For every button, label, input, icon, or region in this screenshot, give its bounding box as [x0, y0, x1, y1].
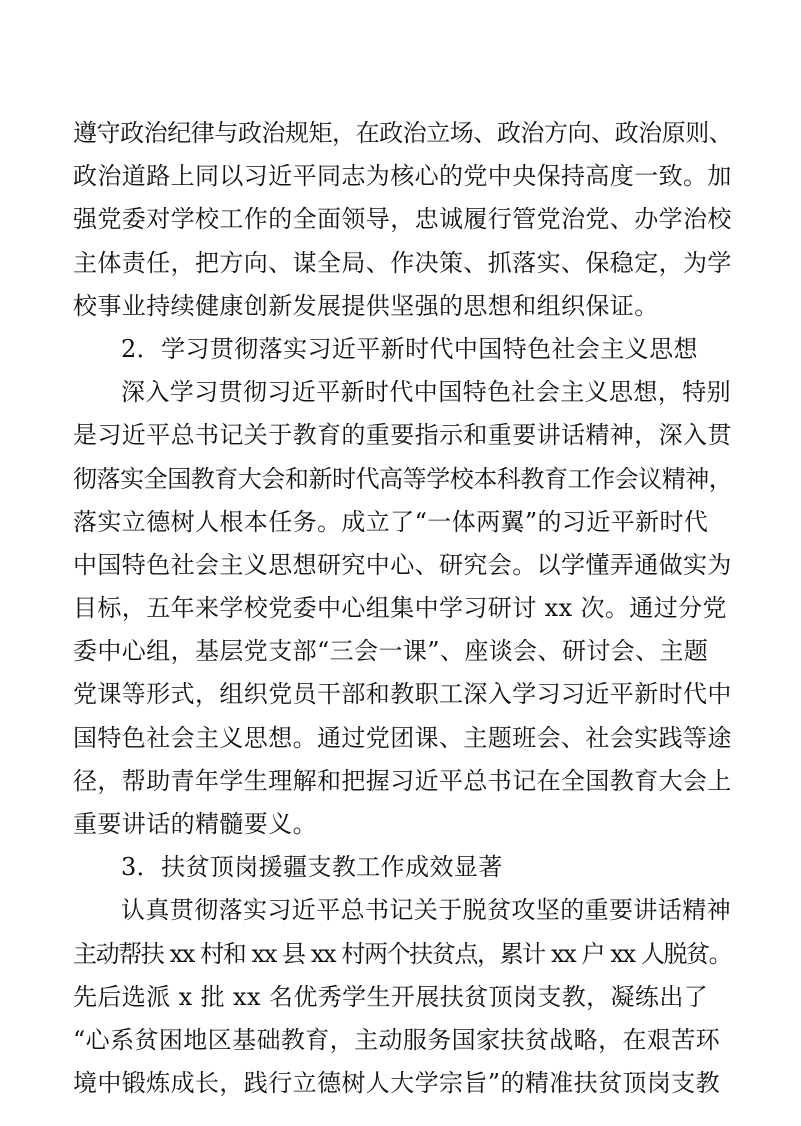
text-line: 中国特色社会主义思想研究中心、研究会。以学懂弄通做实为	[73, 550, 732, 579]
text-line: 目标，五年来学校党委中心组集中学习研讨 xx 次。通过分党	[73, 594, 727, 623]
text-line: 是习近平总书记关于教育的重要指示和重要讲话精神，深入贯	[73, 421, 732, 450]
text-line: 落实立德树人根本任务。成立了“一体两翼”的习近平新时代	[73, 507, 709, 536]
text-line: 遵守政治纪律与政治规矩，在政治立场、政治方向、政治原则、	[73, 119, 733, 147]
text-line: 先后选派 x 批 xx 名优秀学生开展扶贫顶岗支教，凝练出了	[73, 982, 709, 1011]
text-line: 重要讲话的精髓要义。	[73, 810, 317, 838]
text-line: 强党委对学校工作的全面领导，忠诚履行管党治党、办学治校	[73, 205, 732, 234]
text-line: 认真贯彻落实习近平总书记关于脱贫攻坚的重要讲话精神	[121, 896, 731, 925]
text-line: 政治道路上同以习近平同志为核心的党中央保持高度一致。加	[73, 162, 732, 191]
text-line: 径，帮助青年学生理解和把握习近平总书记在全国教育大会上	[73, 766, 732, 795]
text-line: 主体责任，把方向、谋全局、作决策、抓落实、保稳定，为学	[73, 248, 732, 277]
text-line: 党课等形式，组织党员干部和教职工深入学习习近平新时代中	[73, 680, 732, 709]
text-line: 3．扶贫顶岗援疆支教工作成效显著	[121, 853, 503, 882]
document-body	[73, 112, 733, 1105]
text-line: 境中锻炼成长，践行立德树人大学宗旨”的精准扶贫顶岗支教	[73, 1069, 721, 1098]
text-line: 校事业持续健康创新发展提供坚强的思想和组织保证。	[73, 291, 659, 320]
text-line: 国特色社会主义思想。通过党团课、主题班会、社会实践等途	[73, 723, 732, 752]
text-line: 深入学习贯彻习近平新时代中国特色社会主义思想，特别	[121, 378, 731, 407]
text-line: 委中心组，基层党支部“三会一课”、座谈会、研讨会、主题	[73, 637, 709, 666]
text-line: 彻落实全国教育大会和新时代高等学校本科教育工作会议精神，	[73, 464, 733, 493]
text-line: 2．学习贯彻落实习近平新时代中国特色社会主义思想	[121, 334, 698, 363]
text-line: “心系贫困地区基础教育，主动服务国家扶贫战略，在艰苦环	[73, 1025, 721, 1054]
text-line: 主动帮扶 xx 村和 xx 县 xx 村两个扶贫点，累计 xx 户 xx 人脱贫。	[73, 939, 732, 968]
